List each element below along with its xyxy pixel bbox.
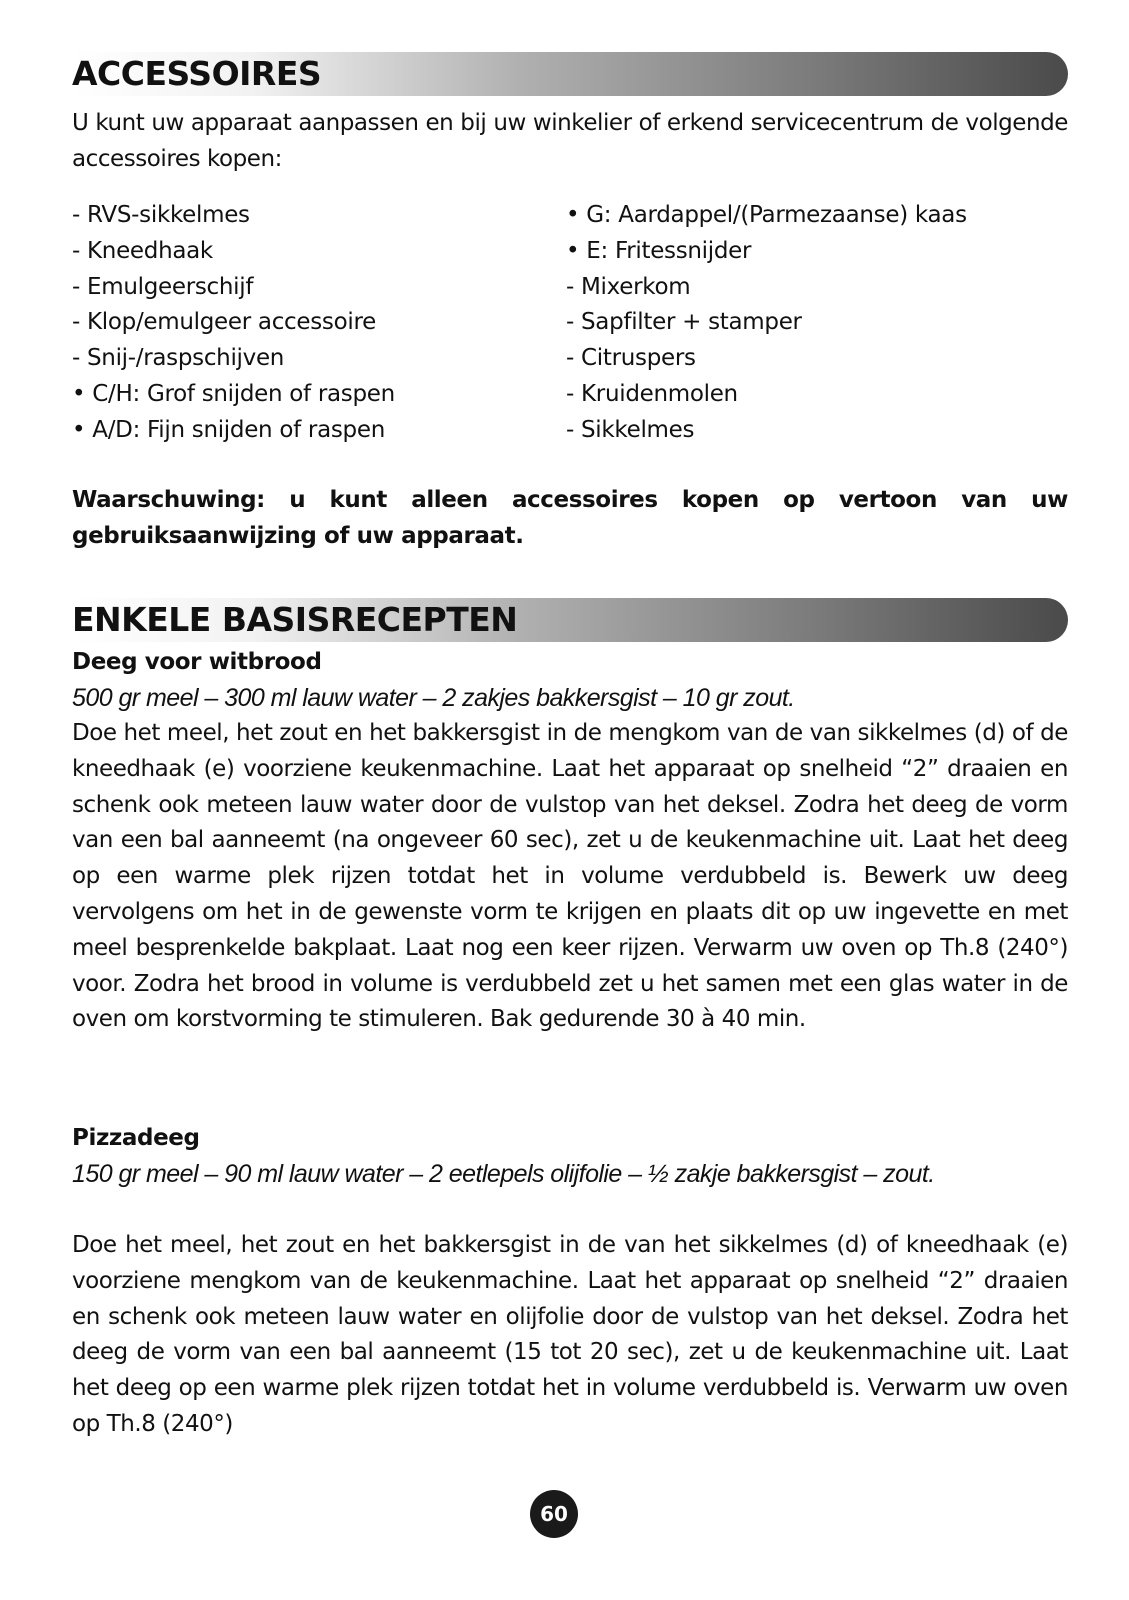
recipes-heading-bar: [72, 598, 1068, 642]
list-item: - Mixerkom: [566, 273, 691, 300]
recipe-title-pizzadeeg: Pizzadeeg: [72, 1125, 200, 1151]
recipe-ingredients-pizzadeeg: 150 gr meel – 90 ml lauw water – 2 eetlepels olijfolie – ½ zakje bakkersgist – zout.: [72, 1160, 935, 1188]
list-item: • A/D: Fijn snijden of raspen: [72, 416, 385, 443]
list-item: - Citruspers: [566, 345, 696, 372]
page-number-badge: 60: [530, 1490, 578, 1538]
recipe-body-pizzadeeg: Doe het meel, het zout en het bakkersgist in de van het sikkelmes (d) of kneedhaak (e) voorziene mengkom van de keukenmachine. Laat het apparaat op snelheid “2” draaien en schenk ook meteen lauw water en olijfolie door de vulstop van het deksel. Zodra het deeg de vorm van een bal aanneemt (15 tot 20 sec), zet u de keukenmachine uit. Laat het deeg op een warme plek rijzen totdat het in volume verdubbeld is. Verwarm uw oven op Th.8 (240°): [72, 1232, 1068, 1437]
recipe-ingredients-witbrood: 500 gr meel – 300 ml lauw water – 2 zakjes bakkersgist – 10 gr zout.: [72, 684, 795, 712]
accessories-heading: ACCESSOIRES: [72, 54, 322, 93]
recipe-body-witbrood: Doe het meel, het zout en het bakkersgist in de mengkom van de van sikkelmes (d) of de kneedhaak (e) voorziene keukenmachine. Laat het apparaat op snelheid “2” draaien en schenk ook meteen lauw water door de vulstop van het deksel. Zodra het deeg de vorm van een bal aanneemt (na ongeveer 60 sec), zet u de keukenmachine uit. Laat het deeg op een warme plek rijzen totdat het in volume verdubbeld is. Bewerk uw deeg vervolgens om het in de gewenste vorm te krijgen en plaats dit op uw ingevette en met meel besprenkelde bakplaat. Laat nog een keer rijzen. Verwarm uw oven op Th.8 (240°) voor. Zodra het brood in volume is verdubbeld zet u het samen met een glas water in de oven om korstvorming te stimuleren. Bak gedurende 30 à 40 min.: [72, 720, 1068, 1033]
list-item: • G: Aardappel/(Parmezaanse) kaas: [566, 202, 967, 228]
accessories-warning: Waarschuwing: u kunt alleen accessoires kopen op vertoon van uw gebruiksaanwijzing of uw apparaat.: [72, 487, 1068, 549]
accessories-heading-bar: [72, 52, 1068, 96]
recipe-title-witbrood: Deeg voor witbrood: [72, 649, 322, 675]
recipes-heading: ENKELE BASISRECEPTEN: [72, 600, 518, 639]
list-item: - Sapfilter + stamper: [566, 309, 802, 336]
list-item: • E: Fritessnijder: [566, 237, 752, 264]
list-item: - Snij-/raspschijven: [72, 345, 285, 372]
list-item: - Emulgeerschijf: [72, 273, 254, 300]
accessories-list-right: [566, 198, 967, 449]
list-item: - Kneedhaak: [72, 237, 213, 264]
list-item: - Klop/emulgeer accessoire: [72, 309, 376, 336]
list-item: • C/H: Grof snijden of raspen: [72, 380, 395, 407]
accessories-list-left: [72, 198, 395, 449]
list-item: - Sikkelmes: [566, 416, 695, 443]
accessories-intro: U kunt uw apparaat aanpassen en bij uw winkelier of erkend servicecentrum de volgende accessoires kopen:: [72, 110, 1068, 172]
list-item: - Kruidenmolen: [566, 380, 738, 407]
list-item: - RVS-sikkelmes: [72, 202, 250, 228]
